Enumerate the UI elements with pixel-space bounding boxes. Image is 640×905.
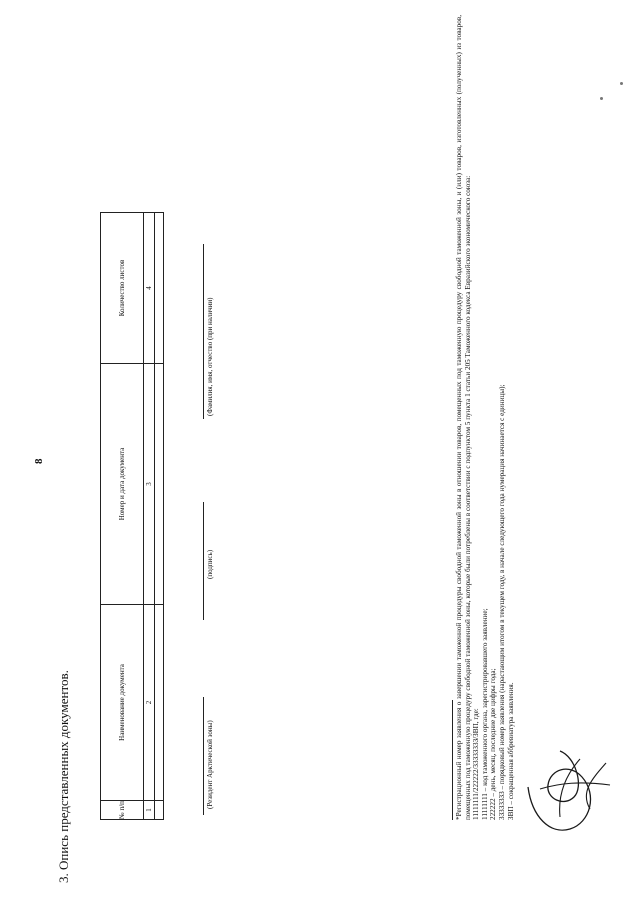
footnote-line: *Регистрационный номер заявления о завершении таможенной процедуры свободной таможенной зоны в отношении товаров, помещенных под таможенную процедуру свободной таможенной зоны, и (или) товаров, изготовленных (полученных) из товаров, помещенных под таможенную процедуру свободной таможенной зоны, которые были потреблены в соответствии с подпунктом 5 пункта 1 статьи 205 Таможенного кодекса Евразийского экономического союза: [455, 15, 472, 820]
table-cell [155, 364, 164, 605]
name-line [203, 244, 204, 419]
footnote-line: 33333333 – порядковый номер заявления (нарастающим итогом в текущем году, в начале следующего года нумерация начинается с единицы); [497, 384, 506, 820]
footnote [455, 15, 515, 820]
section-title: 3. Опись представленных документов. [56, 670, 71, 883]
documents-table [100, 212, 164, 820]
signature-label: (подпись) [206, 549, 214, 579]
handwritten-signature [520, 727, 615, 847]
footnote-line: 11111111/222222/33333333/ЗВП, где: [472, 708, 481, 820]
signature-line [203, 502, 204, 620]
scan-speck [600, 97, 603, 100]
scan-speck [620, 82, 623, 85]
table-cell [155, 605, 164, 801]
footnote-line: ЗВП – сокращенная аббревиатура заявления. [506, 682, 515, 820]
footnote-rule [452, 700, 453, 820]
resident-line [203, 697, 204, 815]
table-numbering-row [144, 213, 155, 820]
numbering-cell: 4 [144, 213, 155, 364]
numbering-cell: 3 [144, 364, 155, 605]
col-header-sheet-count: Количество листов [101, 213, 144, 364]
col-header-document-name: Наименование документа [101, 605, 144, 801]
table-cell [155, 801, 164, 820]
table-header-row [101, 213, 144, 820]
footnote-line: 11111111 – код таможенного органа, зарегистрировавшего заявление; [480, 608, 489, 820]
numbering-cell: 1 [144, 801, 155, 820]
name-label: (Фамилия, имя, отчество (при наличии) [206, 297, 214, 416]
footnote-line: 222222 – день, месяц, последние две цифры года; [489, 668, 498, 820]
page-number: 8 [33, 458, 45, 464]
resident-label: (Резидент Арктической зоны) [206, 720, 214, 809]
col-header-document-number-date: Номер и дата документа [101, 364, 144, 605]
table-cell [155, 213, 164, 364]
col-header-number: № п/п [101, 801, 144, 820]
table-row [155, 213, 164, 820]
numbering-cell: 2 [144, 605, 155, 801]
